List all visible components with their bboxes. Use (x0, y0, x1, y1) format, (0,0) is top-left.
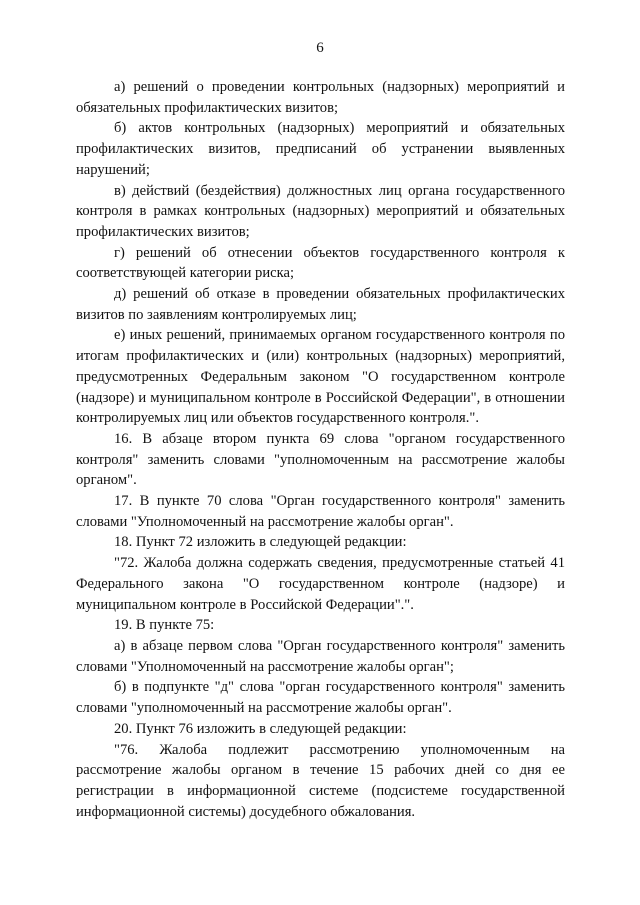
document-body (76, 77, 565, 822)
paragraph-b-inspection-acts: б) актов контрольных (надзорных) мероприятий и обязательных профилактических визитов, предписаний об устранении выявленных нарушений; (76, 120, 565, 178)
page-number: 6 (316, 40, 324, 56)
paragraph-item-16: 16. В абзаце втором пункта 69 слова "органом государственного контроля" заменить словами "уполномоченным на рассмотрение жалобы органом". (76, 430, 565, 489)
paragraph-v-official-actions: в) действий (бездействия) должностных лиц органа государственного контроля в рамках контрольных (надзорных) мероприятий и обязательных профилактических визитов; (76, 182, 565, 240)
paragraph-item-19-a: а) в абзаце первом слова "Орган государственного контроля" заменить словами "Уполномоченный на рассмотрение жалобы орган"; (76, 637, 565, 675)
paragraph-e-other-decisions: е) иных решений, принимаемых органом государственного контроля по итогам профилактических и (или) контрольных (надзорных) мероприятий, предусмотренных Федеральным законом "О государственном контроле (надзоре) и муниципальном контроле в Российской Федерации", в отношении контролируемых лиц или объектов государственного контроля.". (76, 327, 565, 427)
paragraph-item-20: 20. Пункт 76 изложить в следующей редакции: (114, 720, 407, 737)
paragraph-item-72-text: "72. Жалоба должна содержать сведения, предусмотренные статьей 41 Федерального закона "О государственном контроле (надзоре) и муниципальном контроле в Российской Федерации".". (76, 555, 565, 613)
paragraph-item-76-text: "76. Жалоба подлежит рассмотрению уполномоченным на рассмотрение жалобы органом в течение 15 рабочих дней со дня ее регистрации в информационной системе (подсистеме государственной информационной системы) досудебного обжалования. (76, 741, 565, 820)
paragraph-g-risk-category-decisions: г) решений об отнесении объектов государственного контроля к соответствующей категории риска; (76, 244, 565, 282)
paragraph-item-19: 19. В пункте 75: (114, 617, 215, 634)
paragraph-item-17: 17. В пункте 70 слова "Орган государственного контроля" заменить словами "Уполномоченный на рассмотрение жалобы орган". (76, 493, 565, 530)
paragraph-a-decisions-on-inspections: а) решений о проведении контрольных (надзорных) мероприятий и обязательных профилактических визитов; (76, 79, 565, 116)
paragraph-d-refusal-decisions: д) решений об отказе в проведении обязательных профилактических визитов по заявлениям контролируемых лиц; (76, 286, 565, 323)
paragraph-item-19-b: б) в подпункте "д" слова "орган государственного контроля" заменить словами "уполномоченный на рассмотрение жалобы орган". (76, 679, 565, 717)
paragraph-item-18: 18. Пункт 72 изложить в следующей редакции: (114, 534, 407, 551)
